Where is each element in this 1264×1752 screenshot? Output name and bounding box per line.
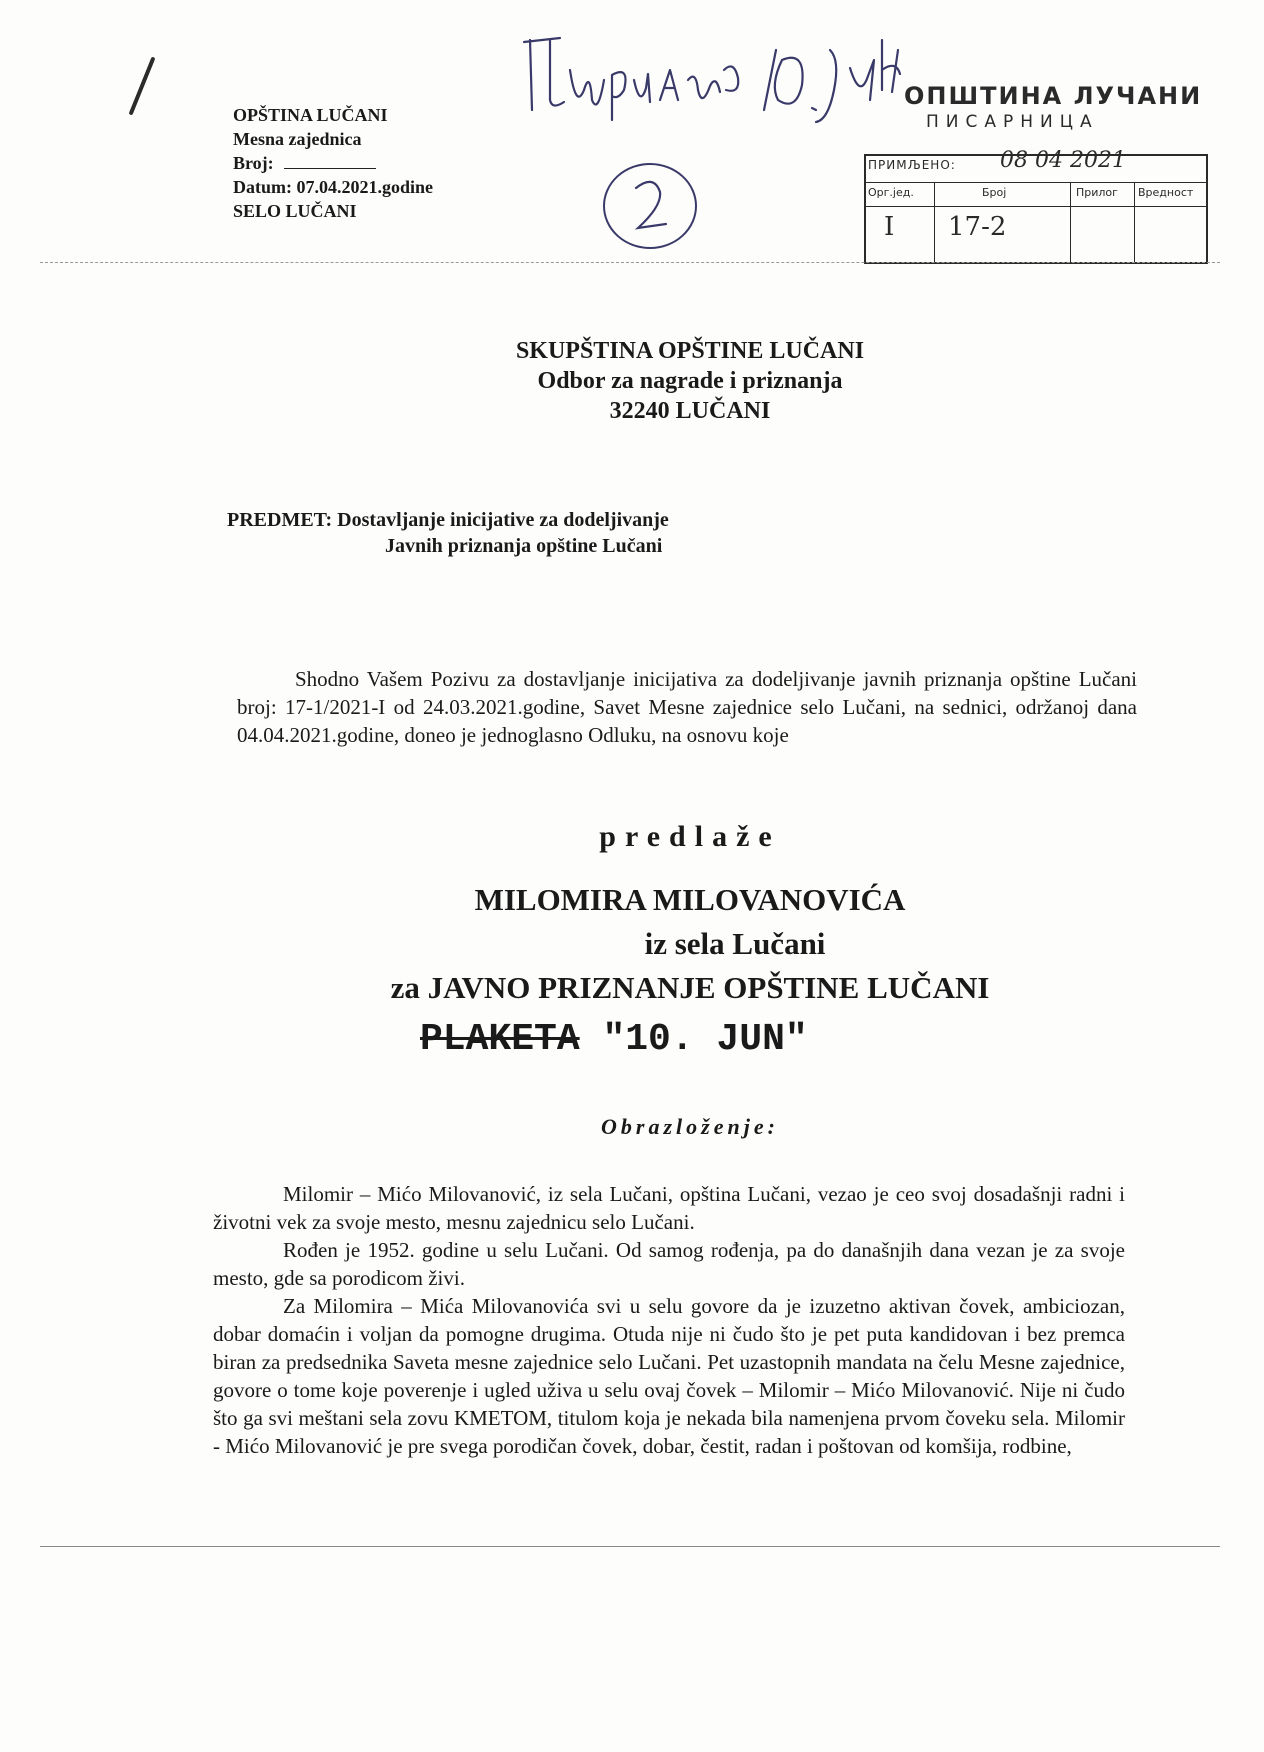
sender-community: Mesna zajednica <box>233 129 362 149</box>
sender-village: SELO LUČANI <box>233 201 357 221</box>
subject-line-1: PREDMET: Dostavljanje inicijative za dodeljivanje <box>227 509 669 531</box>
addressee-line-2: Odbor za nagrade i priznanja <box>537 368 843 394</box>
stamp-col-divider <box>1134 182 1135 264</box>
stamp-received-date: 08 04 2021 <box>1000 148 1126 173</box>
stamp-col-divider <box>934 182 935 264</box>
circled-number-mark <box>598 158 702 254</box>
subject-block <box>227 507 669 559</box>
stamp-col-org: Орг.јед. <box>868 186 914 199</box>
stamp-title: ОПШТИНА ЛУЧАНИ <box>904 82 1203 110</box>
sender-number <box>233 151 433 175</box>
stamp-col-number: Број <box>982 186 1007 199</box>
rationale-paragraph: Za Milomira – Mića Milovanovića svi u selu govore da je izuzetno aktivan čovek, ambiciozan, dobar domaćin i voljan da pomogne drugima. Otuda nije ni čudo što je pet puta kandidovan i bez premca biran za predsednika Saveta mesne zajednice selo Lučani. Pet uzastopnih mandata na čelu Mesne zajednice, govore o tome koje poverenje i ugled uživa u selu ovaj čovek – Milomir – Mićo Milovanović. Nije ni čudo što ga svi meštani sela zovu KMETOM, titulom koja je nekada bila namenjena prvom čoveku sela. Milomir - Mićo Milovanović je pre svega porodičan čovek, dobar, čestit, radan i poštovan od komšija, rodbine, <box>213 1294 1125 1458</box>
stamp-row-divider <box>864 206 1208 207</box>
registry-stamp <box>864 82 1204 272</box>
addressee-block <box>360 336 1020 426</box>
sender-municipality: OPŠTINA LUČANI <box>233 105 388 125</box>
nominee-origin: iz sela Lučani <box>644 926 826 961</box>
page-cut-line <box>40 1546 1220 1547</box>
stamp-subtitle: ПИСАРНИЦА <box>926 112 1099 132</box>
nominee-name: MILOMIRA MILOVANOVIĆA <box>474 882 906 917</box>
addressee-line-1: SKUPŠTINA OPŠTINE LUČANI <box>515 338 865 364</box>
stamp-col-divider <box>1070 182 1071 264</box>
stamp-org-value: I <box>884 212 895 242</box>
stamp-col-value: Вредност <box>1138 186 1194 199</box>
number-blank-line <box>284 152 376 169</box>
intro-paragraph: Shodno Vašem Pozivu za dostavljanje inicijativa za dodeljivanje javnih priznanja opštine Lučani broj: 17-1/2021-I od 24.03.2021.godine, Savet Mesne zajednice selo Lučani, na sednici, održanoj dana 04.04.2021.godine, doneo je jednoglasno Odluku, na osnovu koje <box>237 667 1137 747</box>
addressee-line-3: 32240 LUČANI <box>609 398 771 424</box>
sender-block <box>233 103 433 223</box>
stamp-col-attachment: Прилог <box>1076 186 1118 199</box>
subject-line-2: Javnih priznanja opštine Lučani <box>385 535 663 557</box>
award-title: za JAVNO PRIZNANJE OPŠTINE LUČANI <box>390 970 990 1005</box>
sender-number-label: Broj: <box>233 153 274 173</box>
stamp-number-value: 17-2 <box>948 212 1007 242</box>
rationale-heading: Obrazloženje: <box>601 1114 779 1139</box>
rationale-paragraph: Milomir – Mićo Milovanović, iz sela Lučani, opština Lučani, vezao je ceo svoj dosadašnji radni i životni vek za svoje mesto, mesnu zajednicu selo Lučani. <box>213 1182 1125 1234</box>
proposal-verb: predlaže <box>599 820 781 853</box>
nominee-block <box>290 878 1090 1010</box>
sender-date: Datum: 07.04.2021.godine <box>233 177 434 197</box>
award-date-name: "10. JUN" <box>602 1018 808 1061</box>
award-struck-word: PLAKETA <box>420 1018 580 1061</box>
header-divider <box>40 262 1220 263</box>
rationale-body <box>213 1180 1125 1460</box>
stamp-row-divider <box>864 182 1208 183</box>
award-name <box>420 1018 808 1061</box>
rationale-paragraph: Rođen je 1952. godine u selu Lučani. Od samog rođenja, pa do današnjih dana vezan je za svoje mesto, gde sa porodicom živi. <box>213 1238 1125 1290</box>
stamp-received-label: ПРИМЉЕНО: <box>868 158 956 172</box>
